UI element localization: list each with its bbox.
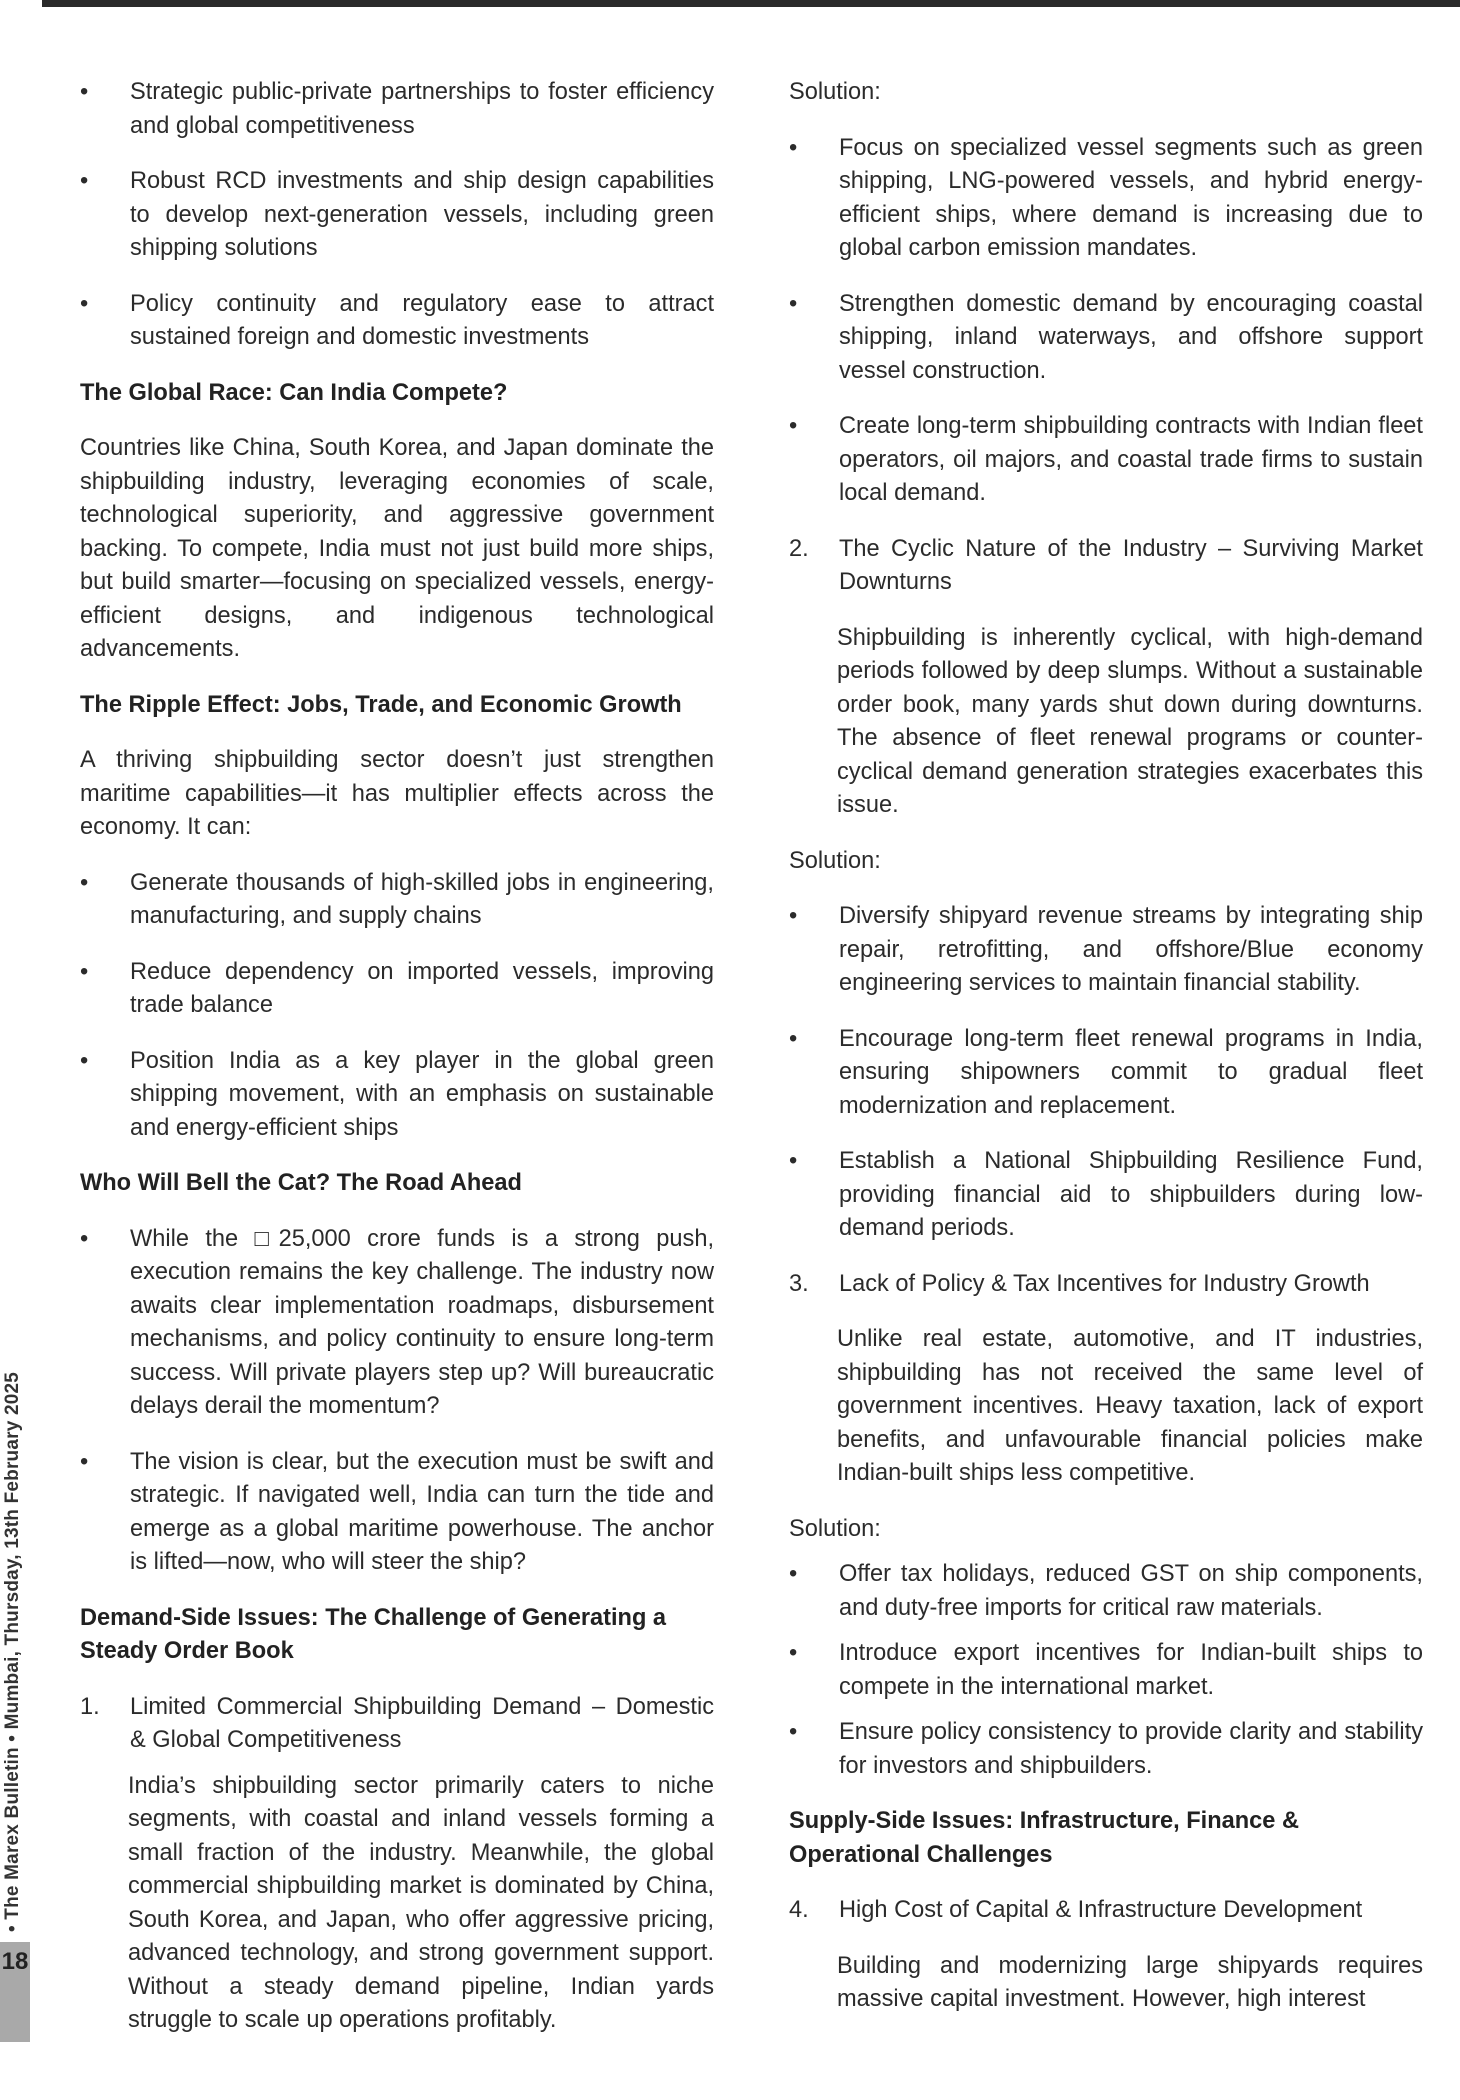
bullet-item: • The vision is clear, but the execution must be swift and strategic. If navigated well, India can turn the tide and emerge as a global maritime powerhouse. The anchor is lifted—now, who will steer the ship? [80,1448,714,1575]
solution-label: Solution: [789,1515,881,1542]
bullet-item: • Robust RCD investments and ship design capabilities to develop next-generation vessels, including green shipping solutions [80,168,714,261]
paragraph: Building and modernizing large shipyards requires massive capital investment. However, high interest [837,1952,1423,2012]
paragraph: A thriving shipbuilding sector doesn’t just strengthen maritime capabilities—it has multiplier effects across the economy. It can: [80,747,714,840]
paragraph: Unlike real estate, automotive, and IT industries, shipbuilding has not received the same level of government incentives. Heavy taxation, lack of export benefits, and unfavourable financial policies make Indian-built ships less competitive. [837,1326,1423,1486]
bullet-item: • Focus on specialized vessel segments such as green shipping, LNG-powered vessels, and hybrid energy-efficient ships, where demand is increasing due to global carbon emission mandates. [789,134,1423,261]
bullet-item: • Strategic public-private partnerships to foster efficiency and global competitiveness [80,79,714,139]
bullet-item: • Introduce export incentives for Indian-built ships to compete in the international market. [789,1640,1423,1700]
bullet-item: • Policy continuity and regulatory ease to attract sustained foreign and domestic investments [80,290,714,350]
running-header: • The Marex Bulletin • Mumbai, Thursday, 13th February 2025 [2,1371,24,1933]
bullet-item: • Position India as a key player in the global green shipping movement, with an emphasis on sustainable and energy-efficient ships [80,1047,714,1141]
solution-label: Solution: [789,79,881,105]
bullet-item: • While the □25,000 crore funds is a strong push, execution remains the key challenge. The industry now awaits clear implementation roadmaps, disbursement mechanisms, and policy continuity to ensure long-term success. Will private players step up? Will bureaucratic delays derail the momentum? [80,1225,714,1419]
paragraph: India’s shipbuilding sector primarily caters to niche segments, with coastal and inland vessels forming a small fraction of the industry. Meanwhile, the global commercial shipbuilding market is dominated by China, South Korea, and Japan, who offer aggressive pricing, advanced technology, and strong government support. Without a steady demand pipeline, Indian yards struggle to scale up operations profitably. [128,1772,714,2033]
solution-label: Solution: [789,847,881,874]
bullet-item: • Create long-term shipbuilding contracts with Indian fleet operators, oil majors, and coastal trade firms to sustain local demand. [789,413,1423,506]
numbered-item-title: 1. Limited Commercial Shipbuilding Demand – Domestic & Global Competitiveness [80,1693,714,1753]
bullet-item: • Ensure policy consistency to provide clarity and stability for investors and shipbuilders. [789,1719,1423,1779]
left-column [80,76,714,2060]
paragraph: Countries like China, South Korea, and Japan dominate the shipbuilding industry, leveraging economies of scale, technological superiority, and aggressive government backing. To compete, India must not just build more ships, but build smarter—focusing on specialized vessels, energy-efficient designs, and indigenous technological advancements. [80,435,714,662]
bullet-item: • Generate thousands of high-skilled jobs in engineering, manufacturing, and supply chains [80,869,714,929]
numbered-item-title: 4. High Cost of Capital & Infrastructure Development [789,1897,1363,1923]
page-number: 18 [1,1948,29,1975]
section-heading-road-ahead: Who Will Bell the Cat? The Road Ahead [80,1170,522,1196]
bullet-item: • Offer tax holidays, reduced GST on ship components, and duty-free imports for critical raw materials. [789,1561,1423,1621]
bullet-item: • Establish a National Shipbuilding Resilience Fund, providing financial aid to shipbuilders during low-demand periods. [789,1148,1423,1241]
section-heading-demand-side: Demand-Side Issues: The Challenge of Generating a Steady Order Book [80,1604,667,1664]
paragraph: Shipbuilding is inherently cyclical, with high-demand periods followed by deep slumps. Without a sustainable order book, many yards shut down during downturns. The absence of fleet renewal programs or counter-cyclical demand generation strategies exacerbates this issue. [837,624,1423,818]
section-heading-global-race: The Global Race: Can India Compete? [80,379,508,406]
section-heading-ripple-effect: The Ripple Effect: Jobs, Trade, and Economic Growth [80,691,682,718]
bullet-item: • Reduce dependency on imported vessels, improving trade balance [80,958,714,1018]
numbered-item-title: 3. Lack of Policy & Tax Incentives for Industry Growth [789,1270,1370,1297]
numbered-item-title: 2. The Cyclic Nature of the Industry – Surviving Market Downturns [789,535,1423,595]
bullet-item: • Strengthen domestic demand by encouraging coastal shipping, inland waterways, and offshore support vessel construction. [789,290,1423,384]
bullet-item: • Diversify shipyard revenue streams by integrating ship repair, retrofitting, and offshore/Blue economy engineering services to maintain financial stability. [789,903,1423,996]
top-rule [42,0,1460,7]
bullet-item: • Encourage long-term fleet renewal programs in India, ensuring shipowners commit to gradual fleet modernization and replacement. [789,1025,1423,1119]
section-heading-supply-side: Supply-Side Issues: Infrastructure, Finance & Operational Challenges [789,1808,1300,1868]
right-column [789,76,1423,2039]
